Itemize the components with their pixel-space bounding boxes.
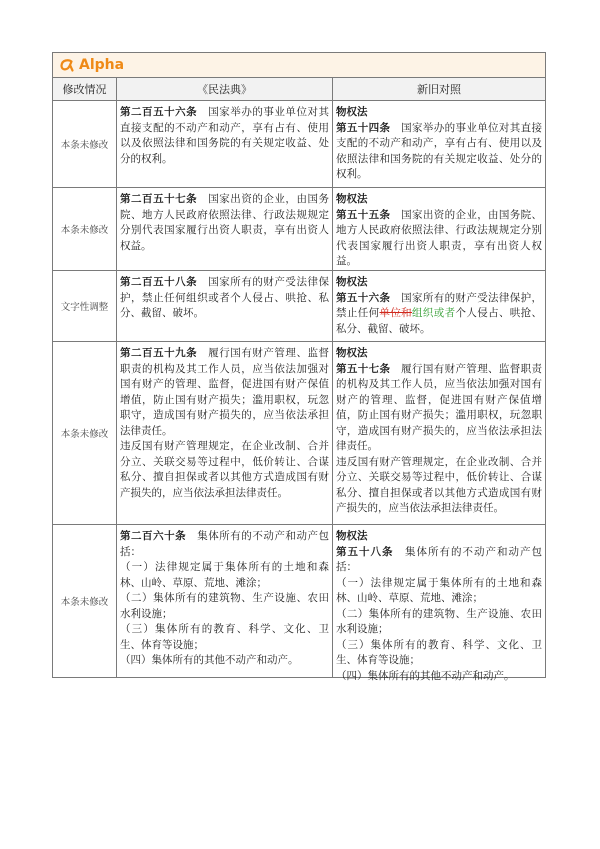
article-number: 第二百六十条 (120, 530, 187, 542)
article-number: 第五十四条 (336, 121, 391, 134)
article-number: 第二百五十七条 (120, 193, 198, 205)
list-item: （二）集体所有的建筑物、生产设施、农田水利设施； (336, 607, 542, 635)
table-row (53, 525, 545, 682)
comparison-table (52, 52, 546, 682)
table-row (53, 188, 545, 271)
list-item: （一）法律规定属于集体所有的土地和森林、山岭、草原、荒地、滩涂； (120, 561, 329, 589)
article-text: 国家出资的企业，由国务院、地方人民政府依照法律、行政法规规定分别代表国家履行出资人职责，享有出资人权益。 (336, 208, 543, 267)
status-cell: 本条未修改 (53, 188, 117, 270)
list-item: （四）集体所有的其他不动产和动产。 (120, 654, 299, 666)
article-number: 第五十六条 (336, 291, 391, 304)
article-text: 集体所有的不动产和动产包括： (120, 530, 330, 558)
article-text: 国家举办的事业单位对其直接支配的不动产和动产，享有占有、使用以及依照法律和国务院的有关规定收益、处分的权利。 (336, 121, 543, 180)
status-cell: 本条未修改 (53, 342, 117, 524)
status-cell: 本条未修改 (53, 101, 117, 187)
table-header (53, 78, 545, 101)
list-item: （一）法律规定属于集体所有的土地和森林、山岭、草原、荒地、滩涂； (336, 576, 542, 604)
old-law-cell (333, 342, 545, 524)
deleted-text: 单位和 (379, 307, 413, 319)
brand-bar (53, 53, 545, 78)
table-row (53, 271, 545, 342)
civil-code-cell (117, 525, 333, 677)
header-comparison: 新旧对照 (417, 83, 461, 96)
law-name: 物权法 (336, 193, 368, 205)
alpha-logo-icon (59, 57, 75, 73)
list-item: （三）集体所有的教育、科学、文化、卫生、体育等设施； (120, 623, 329, 651)
list-item: （四）集体所有的其他不动产和动产。 (336, 669, 515, 682)
article-text: 国家所有的财产受法律保护，禁止任何 (336, 291, 543, 319)
civil-code-cell (117, 271, 333, 341)
old-law-cell (333, 525, 545, 682)
law-name: 物权法 (336, 347, 368, 359)
inserted-text: 组织或者 (412, 307, 456, 319)
article-number: 第二百五十九条 (120, 347, 198, 359)
civil-code-cell (117, 101, 333, 187)
article-paragraph: 违反国有财产管理规定，在企业改制、合并分立、关联交易等过程中，低价转让、合谋私分、擅自担保或者以其他方式造成国有财产损失的，应当依法承担法律责任。 (120, 440, 329, 499)
civil-code-cell (117, 342, 333, 524)
status-cell: 本条未修改 (53, 525, 117, 677)
article-text: 国家出资的企业，由国务院、地方人民政府依照法律、行政法规规定分别代表国家履行出资人职责，享有出资人权益。 (120, 193, 330, 252)
header-status: 修改情况 (53, 78, 117, 100)
civil-code-cell (117, 188, 333, 270)
article-text: 国家举办的事业单位对其直接支配的不动产和动产，享有占有、使用以及依照法律和国务院的有关规定收益、处分的权利。 (120, 106, 330, 165)
law-name: 物权法 (336, 106, 368, 118)
article-text: 国家所有的财产受法律保护，禁止任何组织或者个人侵占、哄抢、私分、截留、破坏。 (120, 276, 330, 319)
table-row (53, 342, 545, 525)
header-civil-code: 《民法典》 (117, 78, 333, 100)
article-number: 第五十七条 (336, 362, 391, 375)
article-text: 集体所有的不动产和动产包括： (336, 545, 542, 573)
article-text: 履行国有财产管理、监督职责的机构及其工作人员，应当依法加强对国有财产的管理、监督，促进国有财产保值增值，防止国有财产损失；滥用职权，玩忽职守，造成国有财产损失的，应当依法承担法律责任。 (336, 362, 543, 452)
article-number: 第五十五条 (336, 208, 391, 221)
article-text: 个人侵占、哄抢、私分、截留、破坏。 (336, 307, 543, 335)
old-law-cell (333, 188, 545, 270)
brand-name: Alpha (79, 57, 125, 73)
old-law-cell (333, 101, 545, 187)
article-number: 第五十八条 (336, 545, 394, 558)
article-number: 第二百五十八条 (120, 276, 198, 288)
list-item: （三）集体所有的教育、科学、文化、卫生、体育等设施； (336, 638, 542, 666)
article-text: 履行国有财产管理、监督职责的机构及其工作人员，应当依法加强对国有财产的管理、监督，促进国有财产保值增值，防止国有财产损失；滥用职权，玩忽职守，造成国有财产损失的，应当依法承担法律责任。 (120, 347, 330, 437)
law-name: 物权法 (336, 530, 368, 542)
list-item: （二）集体所有的建筑物、生产设施、农田水利设施； (120, 592, 329, 620)
status-cell: 文字性调整 (53, 271, 117, 341)
old-law-cell (333, 271, 545, 341)
article-number: 第二百五十六条 (120, 106, 198, 118)
law-name: 物权法 (336, 276, 368, 288)
table-row (53, 101, 545, 188)
article-paragraph: 违反国有财产管理规定，在企业改制、合并分立、关联交易等过程中，低价转让、合谋私分、擅自担保或者以其他方式造成国有财产损失的，应当依法承担法律责任。 (336, 455, 542, 514)
